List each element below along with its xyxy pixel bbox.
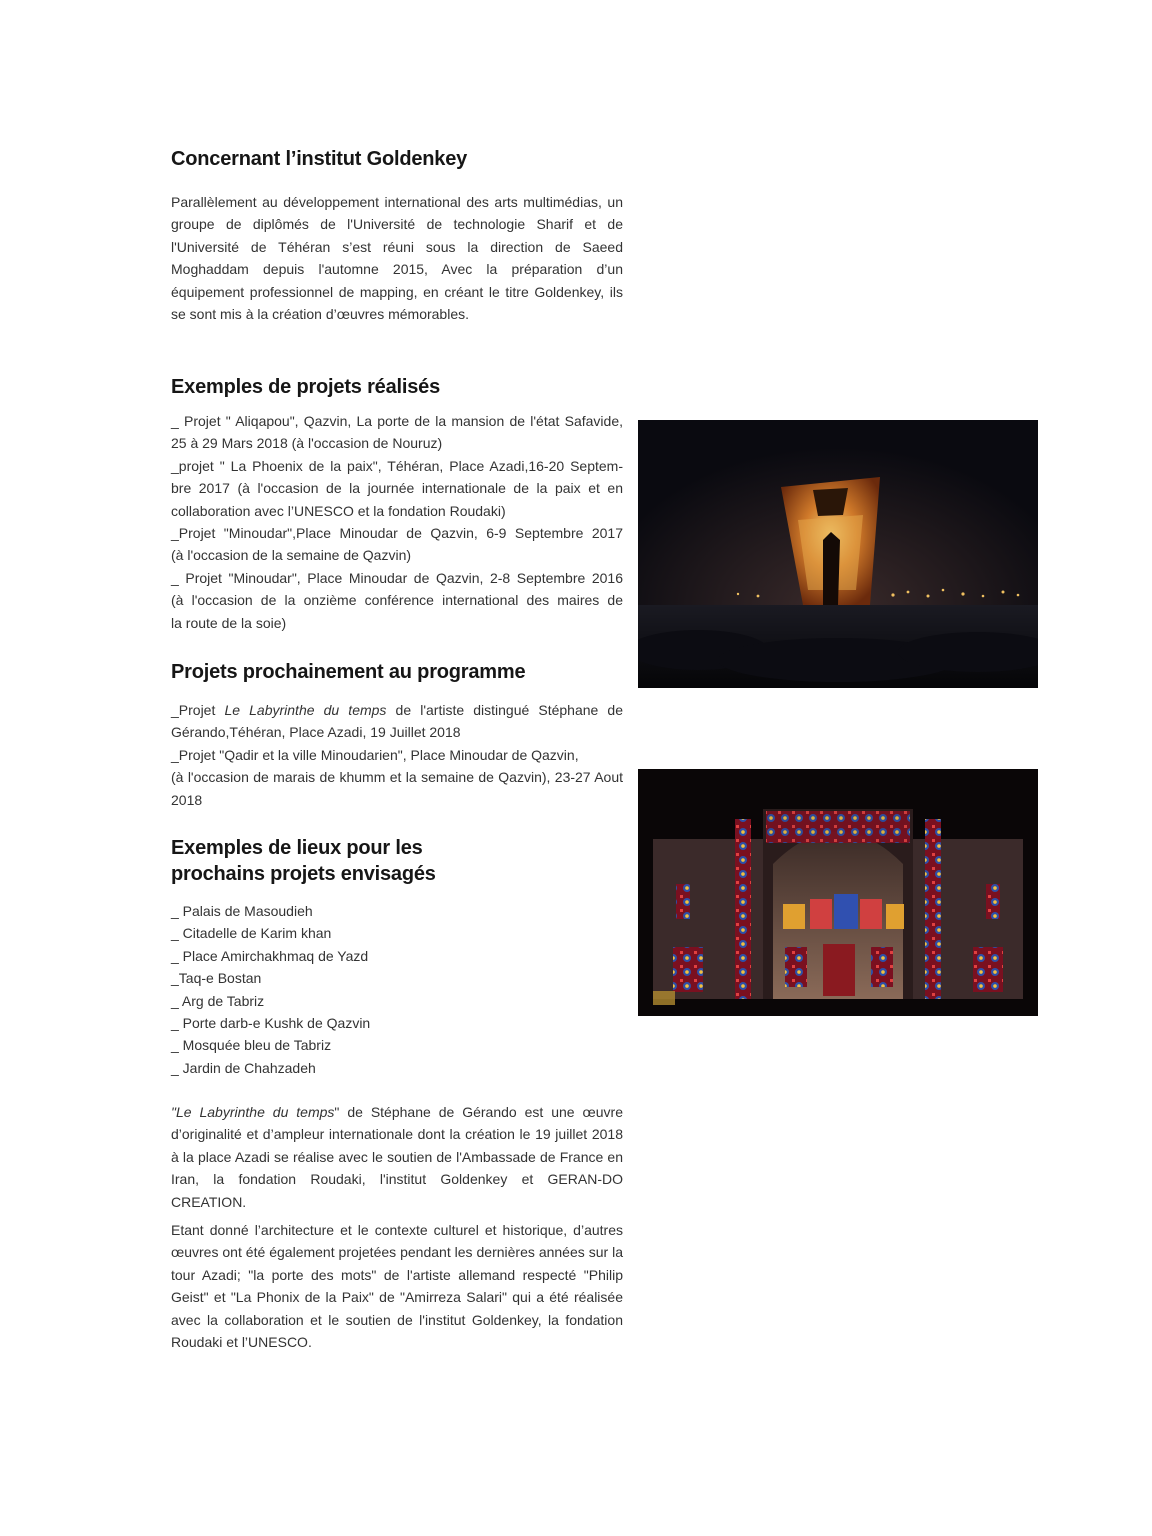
past-project-line: collaboration avec l’UNESCO et la fondation Roudaki) — [171, 502, 506, 519]
upcoming-project-2-details: (à l'occasion de marais de khumm et la semaine de Qazvin), 23-27 Aout 2018 — [171, 769, 623, 808]
past-project-line: _ Projet "Minoudar", Place Minoudar de Qazvin, 2-8 Septembre 2016 — [171, 569, 623, 586]
section-closing — [171, 1101, 623, 1353]
upcoming-project-2-title: _Projet "Qadir et la ville Minoudarien", Place Minoudar de Qazvin, — [171, 746, 579, 763]
past-project-line: _projet " La Phoenix de la paix", Téhéran, Place Azadi,16-20 Septem- — [171, 457, 623, 474]
past-project-line: (à l'occasion de la semaine de Qazvin) — [171, 547, 412, 564]
upcoming-project-1-details: de l'artiste distingué Stéphane de Gérando,Téhéran, Place Azadi, 19 Juillet 2018 — [171, 702, 623, 741]
closing-paragraph-1 — [171, 1101, 623, 1213]
upcoming-heading: Projets prochainement au programme — [171, 661, 526, 683]
places-heading-line-2: prochains projets envisagés — [171, 863, 436, 885]
mosque-facade-illustration — [638, 769, 1038, 1016]
place-item: _ Place Amirchakhmaq de Yazd — [171, 947, 369, 964]
upcoming-project-1-title: Le Labyrinthe du temps — [224, 702, 387, 718]
past-projects-heading: Exemples de projets réalisés — [171, 376, 440, 398]
upcoming-project-1-prefix: _Projet — [171, 702, 225, 718]
about-heading: Concernant l’institut Goldenkey — [171, 148, 468, 170]
section-past-projects — [171, 374, 623, 400]
section-upcoming — [171, 659, 623, 685]
past-projects-list — [171, 410, 623, 634]
past-project-line: _ Projet " Aliqapou", Qazvin, La porte de la mansion de l'état Safavide, — [171, 413, 623, 429]
places-heading-line-1: Exemples de lieux pour les — [171, 837, 423, 859]
upcoming-project-1 — [171, 699, 623, 744]
place-item: _ Palais de Masoudieh — [171, 903, 313, 919]
upcoming-list — [171, 699, 623, 811]
closing-paragraph-1-text: " de Stéphane de Gérando est une œuvre d’originalité et d’ampleur internationale dont la création le 19 juillet 2018 à la place Azadi se réalise avec le soutien de l'Ambassade de France en Iran, la fondation Roudaki, l'institut Goldenkey et GERAN-DO CREATION. — [171, 1104, 623, 1210]
past-project-line: _Projet "Minoudar",Place Minoudar de Qazvin, 6-9 Septembre 2017 — [171, 525, 623, 542]
azadi-tower-projection-photo — [638, 420, 1038, 688]
past-project-line: bre 2017 (à l'occasion de la journée internationale de la paix et en — [171, 480, 623, 497]
place-item: _ Porte darb-e Kushk de Qazvin — [171, 1015, 371, 1032]
closing-work-title: "Le Labyrinthe du temps — [171, 1104, 335, 1120]
place-item: _Taq-e Bostan — [171, 970, 262, 987]
past-project-line: la route de la soie) — [171, 614, 287, 631]
place-item: _ Jardin de Chahzadeh — [171, 1059, 316, 1076]
past-project-line: (à l'occasion de la onzième conférence international des maires de — [171, 592, 623, 609]
places-list — [171, 900, 623, 1079]
about-text-block — [171, 191, 623, 325]
closing-paragraph-2: Etant donné l’architecture et le contexte culturel et historique, d’autres œuvres ont été également projetées pendant les dernières années sur la tour Azadi; "la porte des mots" de l'artiste allemand respecté "Philip Geist" et "La Phonix de la Paix" de "Amirreza Salari" qui a été réalisée avec la collaboration et le soutien de l'institut Goldenkey, la fondation Roudaki et l’UNESCO. — [171, 1222, 623, 1351]
place-item: _ Citadelle de Karim khan — [171, 925, 332, 942]
azadi-tower-projection-illustration — [638, 420, 1038, 688]
place-item: _ Arg de Tabriz — [171, 992, 265, 1009]
section-about — [171, 146, 623, 172]
place-item: _ Mosquée bleu de Tabriz — [171, 1037, 332, 1054]
mosque-facade-projection-photo — [638, 769, 1038, 1016]
section-places — [171, 835, 623, 887]
about-paragraph: Parallèlement au développement international des arts multimédias, un groupe de diplômés de l'Université de technologie Sharif et de l'Université de Téhéran s’est réuni sous la direction de Saeed Moghaddam depuis l'automne 2015, Avec la préparation d’un équipement professionnel de mapping, en créant le titre Goldenkey, ils se sont mis à la création d’œuvres mémorables. — [171, 194, 623, 323]
past-project-line: 25 à 29 Mars 2018 (à l'occasion de Nouruz) — [171, 435, 443, 452]
